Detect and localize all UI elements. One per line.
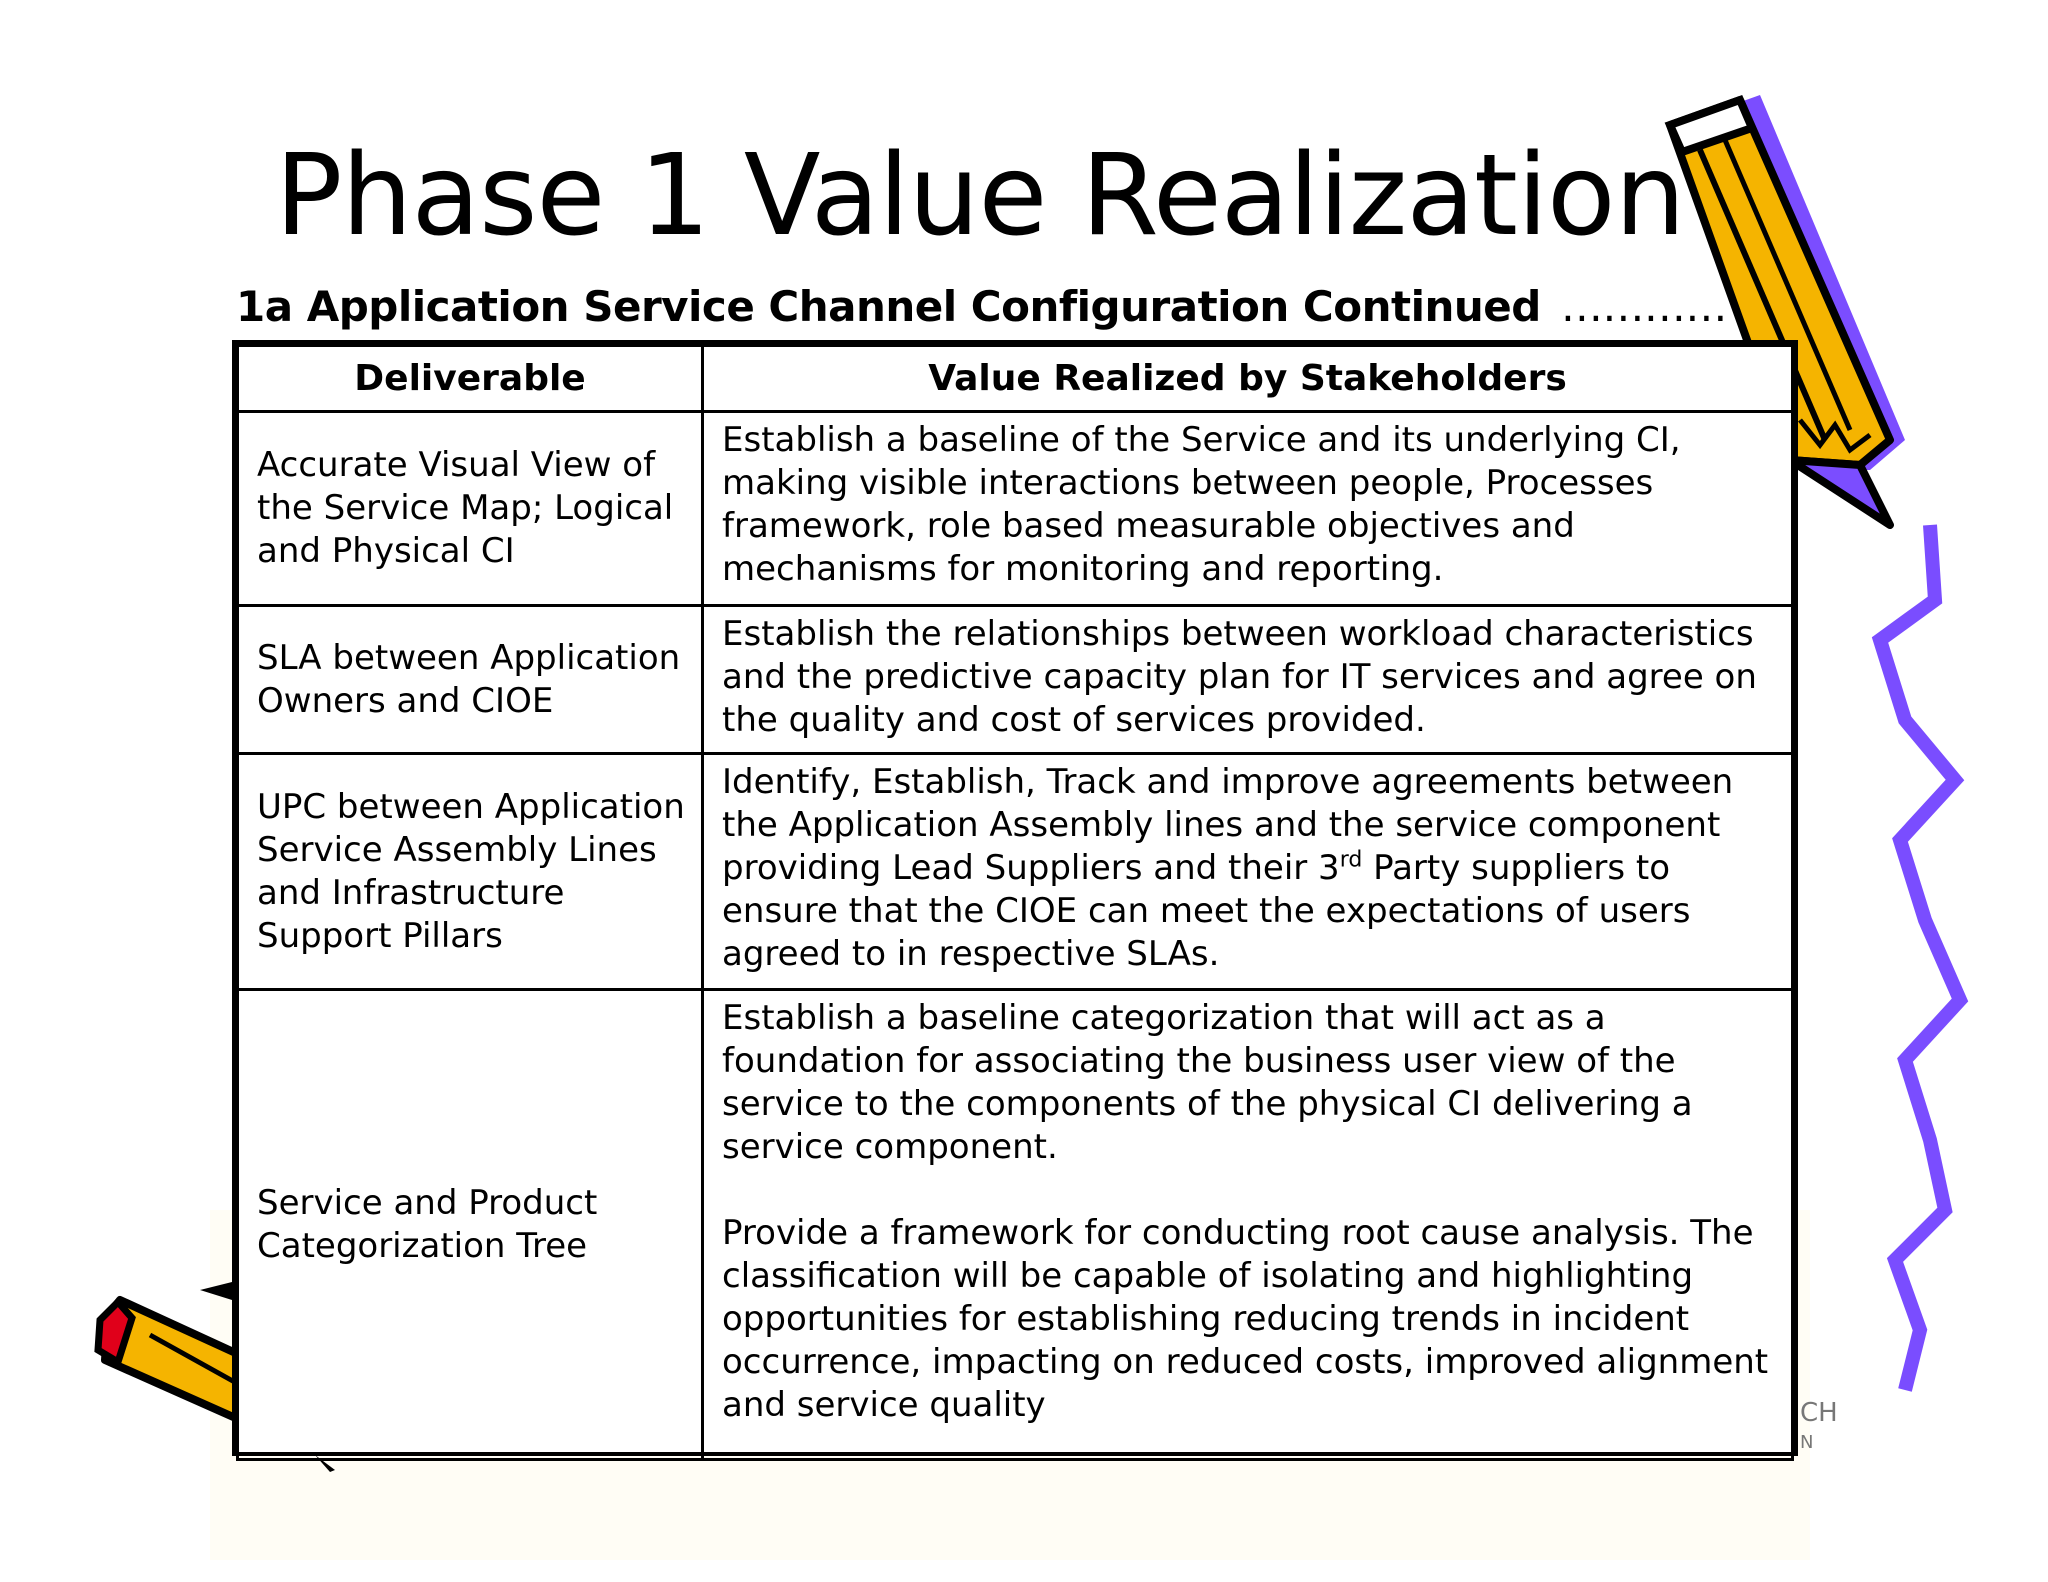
table-row (238, 606, 1793, 754)
deliverable-cell: Service and Product Categorization Tree (238, 990, 703, 1460)
table-row (238, 754, 1793, 990)
ordinal-superscript: rd (1339, 847, 1363, 873)
deliverable-cell: UPC between Application Service Assembly Lines and Infrastructure Support Pillars (238, 754, 703, 990)
value-paragraph: Establish a baseline of the Service and its underlying CI, making visible interactions between people, Processes framework, role based measurable objectives and mechanisms for monitoring and reporting. (722, 420, 1681, 589)
table-header-row (238, 346, 1793, 412)
value-paragraph: Provide a framework for conducting root cause analysis. The classification will be capable of isolating and highlighting opportunities for establishing reducing trends in incident occurrence, impacting on reduced costs, improved alignment and service quality (722, 1213, 1769, 1425)
column-header-deliverable: Deliverable (238, 346, 703, 412)
value-paragraph: Establish the relationships between workload characteristics and the predictive capacity plan for IT services and agree on the quality and cost of services provided. (722, 614, 1757, 740)
watermark-line: N (1800, 1432, 1814, 1453)
value-text-post: Party suppliers to ensure that the CIOE can meet the expectations of users agreed to in respective SLAs. (722, 848, 1691, 974)
subtitle-dots: ………… (1560, 282, 1727, 331)
table-row (238, 412, 1793, 606)
deliverable-cell: Accurate Visual View of the Service Map; Logical and Physical CI (238, 412, 703, 606)
value-text-pre: Identify, Establish, Track and improve agreements between the Application Assembly lines and the service component providing Lead Suppliers and their 3 (722, 762, 1734, 888)
page-title: Phase 1 Value Realization (275, 131, 1685, 261)
squiggle-line (1880, 525, 1960, 1390)
value-table-grid (236, 344, 1794, 1461)
value-table (232, 340, 1798, 1456)
watermark-line: CH (1800, 1398, 1838, 1428)
value-cell (703, 412, 1793, 606)
table-row (238, 990, 1793, 1460)
value-paragraph (722, 761, 1779, 976)
deliverable-cell: SLA between Application Owners and CIOE (238, 606, 703, 754)
watermark-text (1800, 1398, 1838, 1458)
value-paragraph: Establish a baseline categorization that will act as a foundation for associating the business user view of the service to the components of the physical CI delivering a service component. (722, 998, 1693, 1167)
section-subtitle (236, 282, 1727, 331)
column-header-value: Value Realized by Stakeholders (703, 346, 1793, 412)
value-cell (703, 754, 1793, 990)
value-cell (703, 990, 1793, 1460)
squiggle-decoration (1880, 525, 1960, 1390)
pencil-tip (1790, 460, 1890, 525)
subtitle-text: 1a Application Service Channel Configuration Continued (236, 282, 1541, 331)
value-cell (703, 606, 1793, 754)
